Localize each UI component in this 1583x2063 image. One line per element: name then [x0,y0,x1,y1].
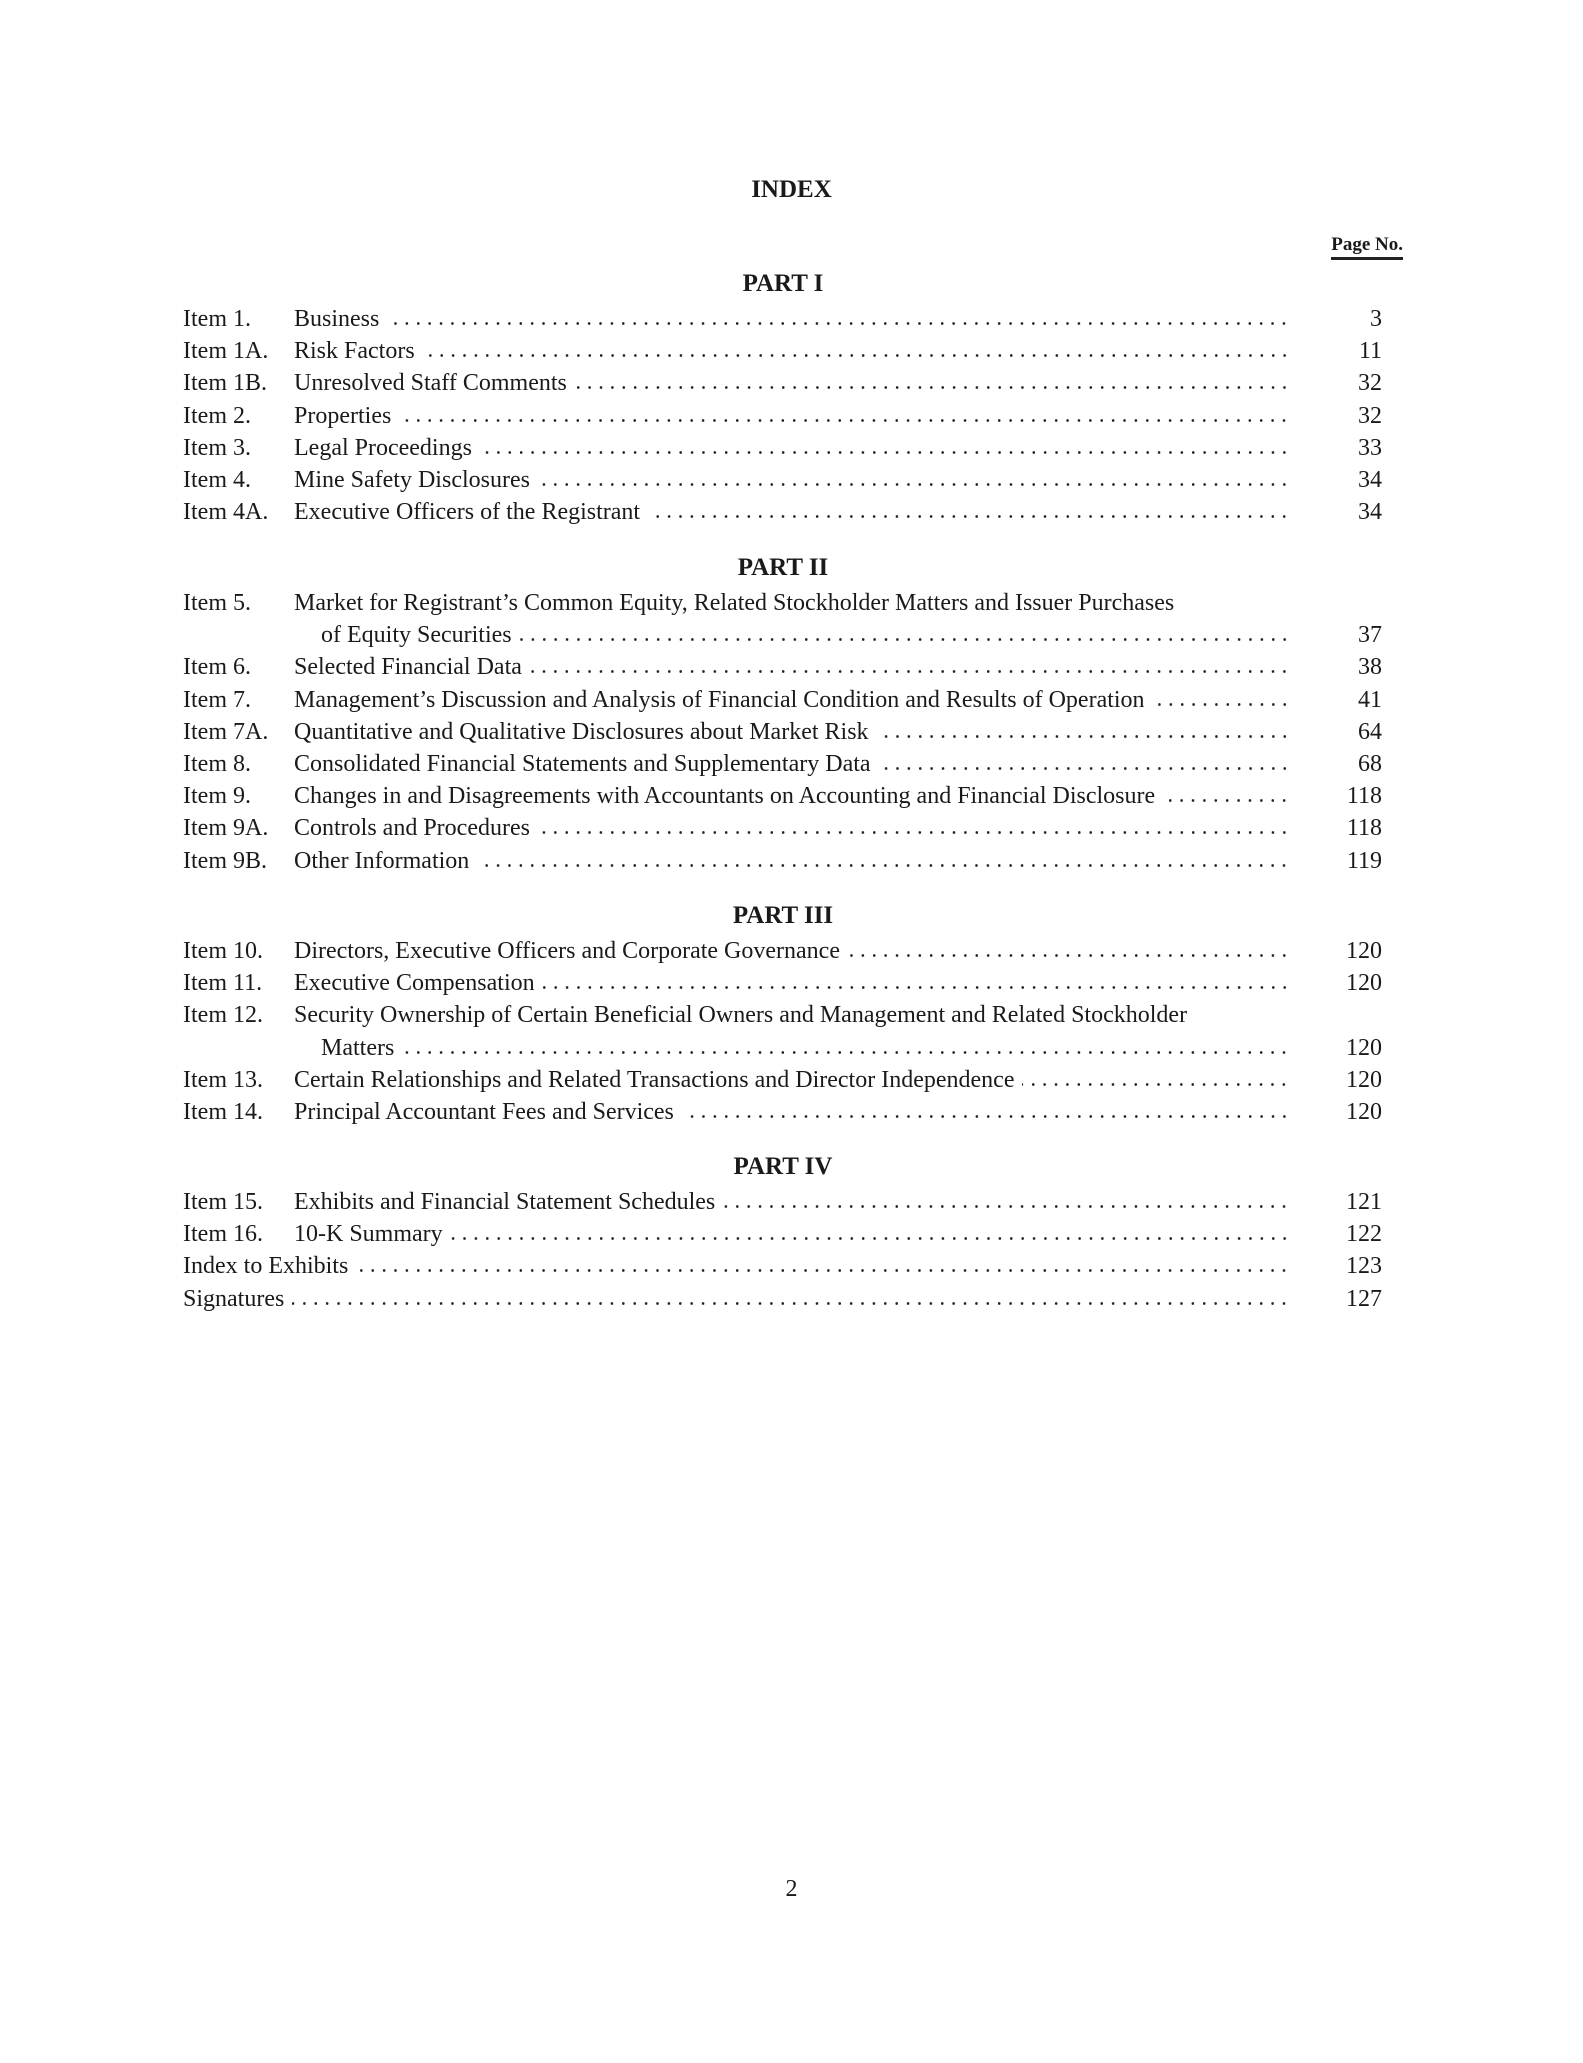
page-number-ref: 32 [1358,370,1382,397]
dots [648,515,1290,518]
item-title: Index to Exhibits [183,1253,349,1280]
item-number: Item 1. [183,306,251,332]
item-title: Unresolved Staff Comments [294,370,567,397]
dots [399,419,1290,422]
dots [423,354,1290,357]
item-title-continued: Matters [321,1034,395,1061]
page-number-ref: 127 [1346,1285,1382,1312]
item-number: Item 9. [183,783,251,810]
page-number-ref: 32 [1358,402,1382,429]
item-number: Item 12. [183,1002,263,1029]
page-number-ref: 120 [1346,1066,1382,1093]
toc-entry[interactable] [183,587,1382,619]
item-title: Signatures [183,1285,285,1312]
toc-entry[interactable] [183,935,1382,967]
page-number-ref: 37 [1358,622,1382,649]
page-number: 2 [785,1876,798,1902]
dot-leader [567,387,1290,419]
dots [723,1205,1290,1208]
dots [543,986,1290,989]
item-number: Item 14. [183,1098,263,1125]
item-number: Item 1B. [183,370,267,397]
toc-entry-continued[interactable] [183,619,1382,651]
dots [356,1269,1290,1272]
dot-leader [284,1303,1290,1335]
dot-leader [530,484,1290,516]
page-number-ref: 64 [1358,718,1382,745]
part-heading: PART I [742,270,824,297]
item-number: Item 10. [183,938,263,964]
item-title: Mine Safety Disclosures [294,466,530,493]
dots [877,735,1290,738]
item-number: Item 9B. [183,847,267,874]
dots [538,483,1290,486]
item-title: Principal Accountant Fees and Services [294,1098,674,1125]
item-number: Item 7. [183,686,251,713]
dots [879,767,1290,770]
page-number-ref: 3 [1370,306,1382,332]
dot-leader [469,865,1290,897]
item-title: Properties [294,402,392,429]
item-number: Item 8. [183,750,251,777]
toc-entry[interactable] [183,1186,1382,1218]
dot-leader [391,420,1290,452]
dot-leader [715,1206,1290,1238]
dots [1153,703,1290,706]
toc-entry[interactable] [183,303,1382,335]
toc-entry-continued[interactable] [183,1032,1382,1064]
dot-leader [1155,800,1290,832]
dots [1163,799,1290,802]
page-title: INDEX [751,176,832,203]
page-no-header: Page No. [1331,234,1403,260]
item-number: Item 7A. [183,718,269,745]
item-number: Item 13. [183,1066,263,1093]
page-number-ref: 120 [1346,970,1382,997]
dots [848,954,1290,957]
item-title: Legal Proceedings [294,434,472,461]
item-title: 10-K Summary [294,1221,443,1248]
page-number-ref: 121 [1346,1189,1382,1215]
dots [1022,1083,1290,1086]
item-number: Item 9A. [183,815,269,842]
item-number: Item 6. [183,654,251,681]
item-number: Item 11. [183,970,263,997]
part-section [183,303,1382,528]
item-title: Security Ownership of Certain Beneficial Owners and Management and Related Stockholder [294,1002,1188,1029]
item-title: Consolidated Financial Statements and Supplementary Data [294,750,871,777]
part-heading: PART II [737,554,829,581]
page-number-ref: 120 [1346,1098,1382,1125]
dot-leader [674,1116,1290,1148]
page-number-ref: 11 [1358,338,1382,365]
page-number-ref: 33 [1358,434,1382,461]
dots [477,864,1290,867]
item-title: Quantitative and Qualitative Disclosures about Market Risk [294,718,869,745]
item-title: Controls and Procedures [294,815,530,842]
item-title: Directors, Executive Officers and Corporate Governance [294,938,840,964]
dots [451,1237,1290,1240]
page-number-ref: 41 [1358,686,1382,713]
dots [575,386,1290,389]
dots [520,638,1290,641]
item-title: Other Information [294,847,470,874]
dots [387,322,1290,325]
dots [530,670,1290,673]
dot-leader [840,955,1290,987]
item-number: Item 1A. [183,338,269,365]
dot-leader [1145,704,1290,736]
part-section [183,935,1382,1128]
page-number-ref: 118 [1346,815,1382,842]
dot-leader [472,452,1290,484]
dot-leader [1014,1084,1290,1116]
dot-leader [443,1238,1290,1270]
item-title: Market for Registrant’s Common Equity, Related Stockholder Matters and Issuer Purchases [294,590,1175,616]
item-title: Exhibits and Financial Statement Schedules [294,1189,716,1215]
dots [682,1115,1290,1118]
page-number-ref: 34 [1358,499,1382,526]
part-heading: PART IV [733,1153,833,1180]
item-title: Management’s Discussion and Analysis of Financial Condition and Results of Operation [294,686,1145,713]
item-number: Item 5. [183,590,251,616]
page-number-ref: 118 [1346,783,1382,810]
dots [292,1302,1290,1305]
page-number-ref: 68 [1358,750,1382,777]
page-number-ref: 120 [1346,1034,1382,1061]
item-number: Item 4. [183,466,251,493]
dot-leader [640,516,1290,548]
item-number: Item 3. [183,434,251,461]
page-number-ref: 120 [1346,938,1382,964]
part-section [183,587,1382,877]
page-number-ref: 122 [1346,1221,1382,1248]
dot-leader [530,832,1290,864]
page-number-ref: 119 [1346,847,1382,874]
item-title: Selected Financial Data [294,654,522,681]
dot-leader [379,323,1290,355]
page-number-ref: 123 [1346,1253,1382,1280]
dot-leader [348,1270,1290,1302]
item-title-continued: of Equity Securities [321,622,512,649]
item-title: Executive Officers of the Registrant [294,499,641,526]
item-number: Item 2. [183,402,251,429]
item-title: Risk Factors [294,338,415,365]
dots [538,831,1290,834]
dot-leader [512,639,1290,671]
dots [402,1051,1290,1054]
page-number-ref: 38 [1358,654,1382,681]
item-number: Item 16. [183,1221,263,1248]
part-section [183,1186,1382,1315]
dots [480,451,1290,454]
item-title: Executive Compensation [294,970,535,997]
item-title: Changes in and Disagreements with Accountants on Accounting and Financial Disclosure [294,783,1156,810]
item-title: Certain Relationships and Related Transactions and Director Independence [294,1066,1015,1093]
dot-leader [869,736,1290,768]
item-number: Item 4A. [183,499,269,526]
item-title: Business [294,306,380,332]
page-number-ref: 34 [1358,466,1382,493]
part-heading: PART III [732,902,834,929]
item-number: Item 15. [183,1189,263,1215]
